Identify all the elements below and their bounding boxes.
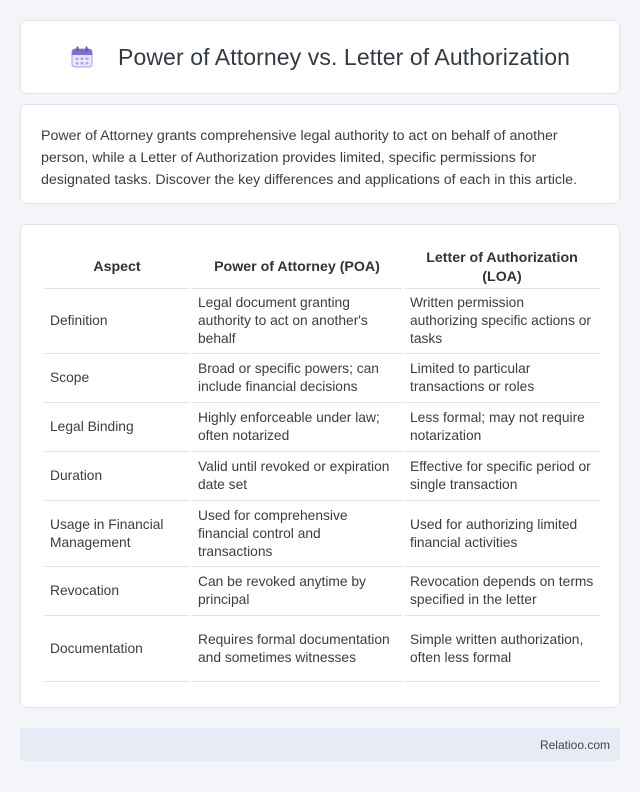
cell-poa: Highly enforceable under law; often notarized [192,403,402,452]
footer [20,728,620,761]
header-poa: Power of Attorney (POA) [192,247,402,289]
table-row [44,354,600,403]
cell-aspect: Scope [44,354,190,403]
cell-aspect: Legal Binding [44,403,190,452]
intro-card [20,104,620,204]
cell-poa: Can be revoked anytime by principal [192,567,402,616]
header-loa: Letter of Authorization (LOA) [404,247,600,289]
cell-poa: Legal document granting authority to act on another's behalf [192,289,402,354]
cell-loa: Less formal; may not require notarization [404,403,600,452]
comparison-card [20,224,620,708]
cell-loa: Revocation depends on terms specified in the letter [404,567,600,616]
cell-poa: Broad or specific powers; can include financial decisions [192,354,402,403]
cell-poa: Used for comprehensive financial control and transactions [192,501,402,567]
footer-brand: Relatioo.com [539,737,610,752]
comparison-table [42,247,602,682]
cell-poa: Valid until revoked or expiration date set [192,452,402,501]
cell-aspect: Usage in Financial Management [44,501,190,567]
cell-aspect: Revocation [44,567,190,616]
cell-loa: Limited to particular transactions or roles [404,354,600,403]
cell-aspect: Duration [44,452,190,501]
cell-loa: Effective for specific period or single transaction [404,452,600,501]
header-card [20,20,620,94]
table-row [44,403,600,452]
header [70,44,570,71]
header-aspect: Aspect [44,247,190,289]
cell-aspect: Definition [44,289,190,354]
cell-loa: Used for authorizing limited financial activities [404,501,600,567]
table-row [44,567,600,616]
table-row [44,616,600,682]
cell-loa: Simple written authorization, often less formal [404,616,600,682]
cell-poa: Requires formal documentation and sometimes witnesses [192,616,402,682]
table-row [44,452,600,501]
table-header-row [44,247,600,289]
page-title: Power of Attorney vs. Letter of Authorization [118,43,570,70]
cell-aspect: Documentation [44,616,190,682]
intro-paragraph: Power of Attorney grants comprehensive legal authority to act on behalf of another person, while a Letter of Authorization provides limited, specific permissions for designated tasks. Discover the key differences and applications of each in this article. [41,128,578,188]
table-row [44,289,600,354]
table-row [44,501,600,567]
cell-loa: Written permission authorizing specific actions or tasks [404,289,600,354]
calendar-icon [70,45,94,69]
